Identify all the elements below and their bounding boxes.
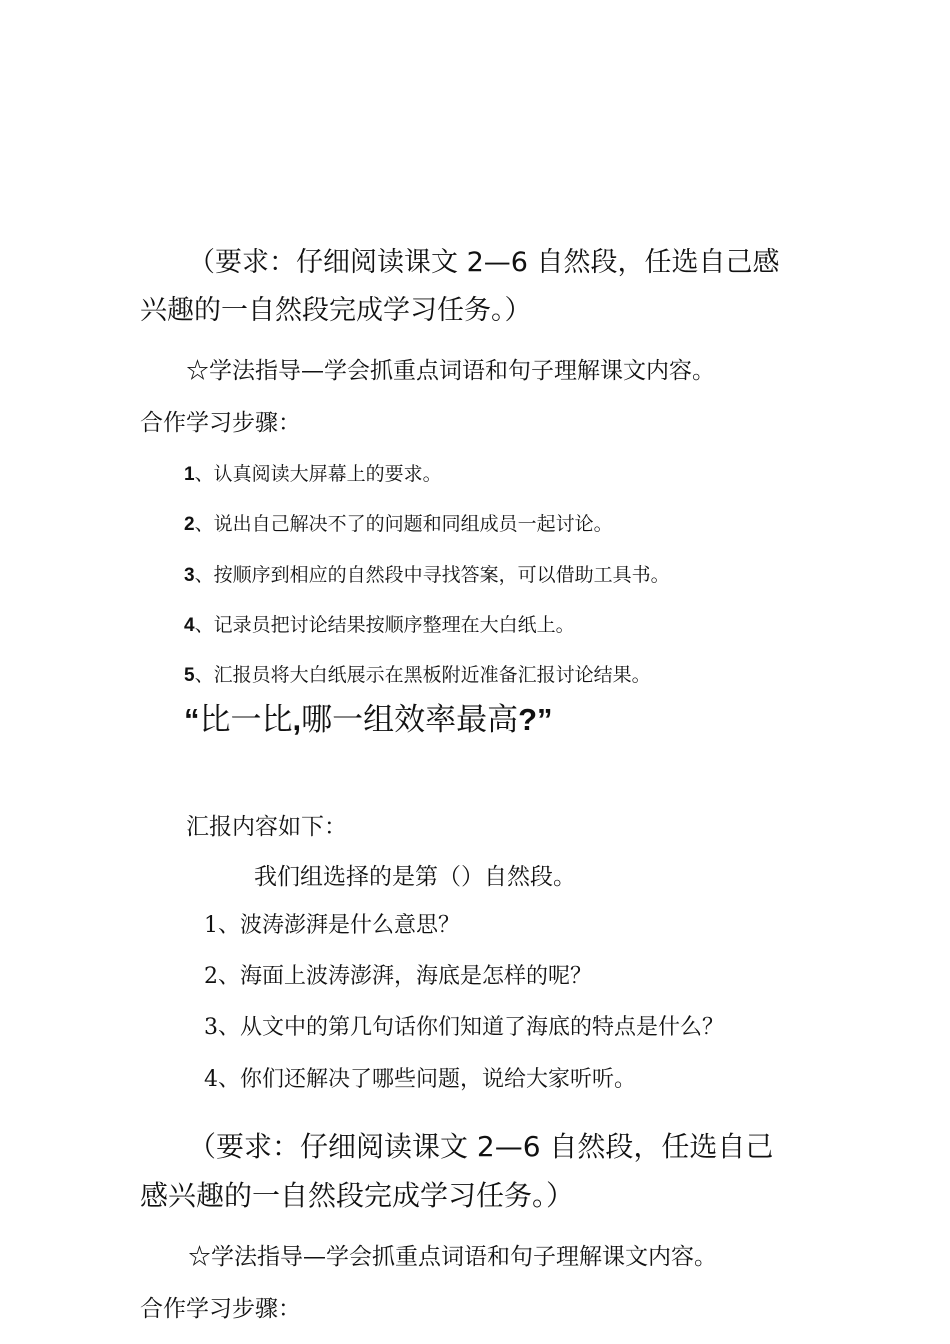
report-question: 2、海面上波涛澎湃，海底是怎样的呢？	[204, 964, 592, 989]
step-number: 4	[184, 615, 195, 636]
requirement-line-2: 感兴趣的一自然段完成学习任务。）	[140, 1179, 575, 1212]
step-text: 、汇报员将大白纸展示在黑板附近准备汇报讨论结果。	[194, 664, 651, 686]
steps-title: 合作学习步骤：	[140, 1296, 301, 1322]
requirement-line-1: （要求：仔细阅读课文 2—6 自然段，任选自己	[188, 1130, 774, 1163]
step-item	[184, 509, 613, 536]
step-number: 3	[184, 565, 195, 586]
steps-title: 合作学习步骤：	[140, 410, 301, 436]
step-text: 、记录员把讨论结果按顺序整理在大白纸上。	[194, 614, 575, 636]
report-intro: 我们组选择的是第（）自然段。	[254, 864, 576, 890]
step-number: 2	[184, 514, 195, 535]
step-item	[184, 610, 575, 637]
study-method-guide: ☆学法指导—学会抓重点词语和句子理解课文内容。	[188, 1244, 717, 1270]
report-question: 1、波涛澎湃是什么意思？	[204, 913, 460, 938]
step-text: 、按顺序到相应的自然段中寻找答案，可以借助工具书。	[194, 564, 670, 586]
report-title: 汇报内容如下：	[186, 814, 347, 840]
requirement-line-2: 兴趣的一自然段完成学习任务。）	[140, 295, 532, 326]
requirement-line-1: （要求：仔细阅读课文 2—6 自然段，任选自己感	[188, 247, 780, 278]
slogan: “比一比,哪一组效率最高?”	[184, 702, 553, 738]
step-item	[184, 459, 442, 486]
step-item	[184, 560, 670, 587]
step-number: 1	[184, 464, 195, 485]
step-text: 、说出自己解决不了的问题和同组成员一起讨论。	[194, 513, 613, 535]
step-number: 5	[184, 665, 195, 686]
step-item	[184, 660, 651, 687]
report-question: 4、你们还解决了哪些问题，说给大家听听。	[204, 1067, 636, 1092]
study-method-guide: ☆学法指导—学会抓重点词语和句子理解课文内容。	[186, 358, 715, 384]
report-question: 3、从文中的第几句话你们知道了海底的特点是什么？	[204, 1015, 724, 1040]
step-text: 、认真阅读大屏幕上的要求。	[194, 463, 442, 485]
